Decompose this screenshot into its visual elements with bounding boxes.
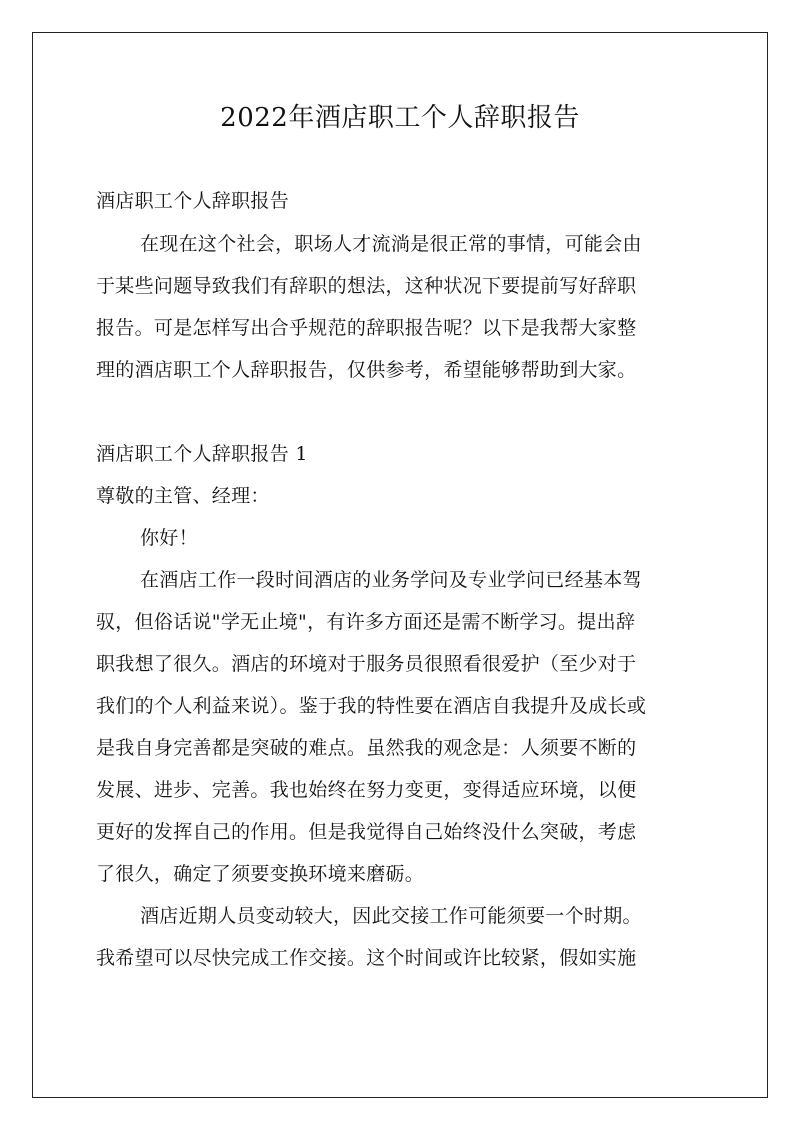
intro-line-4: 理的酒店职工个人辞职报告，仅供参考，希望能够帮助到大家。 xyxy=(96,359,637,381)
paragraph1-line-4: 我们的个人利益来说）。鉴于我的特性要在酒店自我提升及成长或 xyxy=(96,695,647,717)
paragraph1-line-7: 更好的发挥自己的作用。但是我觉得自己始终没什么突破，考虑 xyxy=(96,821,637,843)
paragraph2-line-2: 我希望可以尽快完成工作交接。这个时间或许比较紧，假如实施 xyxy=(96,947,637,969)
paragraph1-line-8: 了很久，确定了须要变换环境来磨砺。 xyxy=(96,863,425,885)
greeting: 你好！ xyxy=(140,527,198,549)
intro-line-2: 于某些问题导致我们有辞职的想法，这种状况下要提前写好辞职 xyxy=(96,275,637,297)
paragraph1-line-2: 驭，但俗话说"学无止境"，有许多方面还是需不断学习。提出辞 xyxy=(96,611,636,633)
paragraph1-line-3: 职我想了很久。酒店的环境对于服务员很照看很爱护（至少对于 xyxy=(96,653,637,675)
section-heading: 酒店职工个人辞职报告 xyxy=(96,190,290,212)
paragraph1-line-5: 是我自身完善都是突破的难点。虽然我的观念是：人须要不断的 xyxy=(96,737,637,759)
paragraph2-line-1: 酒店近期人员变动较大，因此交接工作可能须要一个时期。 xyxy=(140,905,642,927)
intro-line-3: 报告。可是怎样写出合乎规范的辞职报告呢？以下是我帮大家整 xyxy=(96,317,637,339)
intro-line-1: 在现在这个社会，职场人才流淌是很正常的事情，可能会由 xyxy=(140,233,642,255)
paragraph1-line-1: 在酒店工作一段时间酒店的业务学问及专业学问已经基本驾 xyxy=(140,569,642,591)
paragraph1-line-6: 发展、进步、完善。我也始终在努力变更，变得适应环境，以便 xyxy=(96,779,637,801)
document-title: 2022年酒店职工个人辞职报告 xyxy=(220,103,580,133)
report1-heading: 酒店职工个人辞职报告 1 xyxy=(96,443,308,465)
salutation: 尊敬的主管、经理： xyxy=(96,485,270,507)
